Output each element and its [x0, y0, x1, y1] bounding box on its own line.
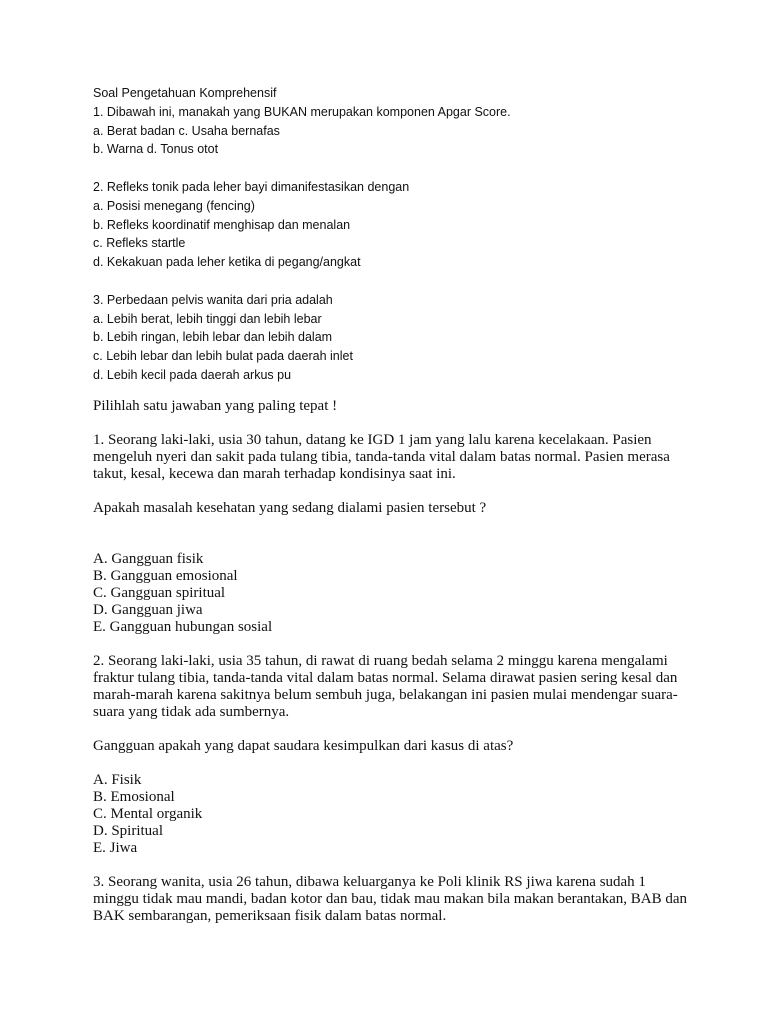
case-2-text: 2. Seorang laki-laki, usia 35 tahun, di rawat di ruang bedah selama 2 minggu karena mengalami fraktur tulang tibia, tanda-tanda vital dalam batas normal. Selama dirawat pasien sering kesal dan marah-marah karena sakitnya belum sembuh juga, belakangan ini pasien mulai mendengar suara-suara yang tidak ada sumbernya.: [93, 652, 678, 720]
answer-option: B. Gangguan emosional: [93, 567, 238, 584]
answer-option: D. Spiritual: [93, 822, 163, 839]
case-3-text: 3. Seorang wanita, usia 26 tahun, dibawa keluarganya ke Poli klinik RS jiwa karena sudah 1 minggu tidak mau mandi, badan kotor dan bau, tidak mau makan bila makan berantakan, BAB dan BAK sembarangan, pemeriksaan fisik dalam batas normal.: [93, 873, 688, 924]
option-line: b. Warna d. Tonus otot: [93, 142, 219, 157]
answer-option: D. Gangguan jiwa: [93, 601, 203, 618]
case-1-options: [93, 551, 693, 636]
question-3: 3. Perbedaan pelvis wanita dari pria adalah: [93, 292, 333, 307]
answer-option: E. Gangguan hubungan sosial: [93, 618, 273, 635]
option-line: b. Refleks koordinatif menghisap dan menalan: [93, 217, 351, 232]
section-title: Soal Pengetahuan Komprehensif: [93, 86, 277, 100]
option-line: d. Lebih kecil pada daerah arkus pu: [93, 367, 292, 382]
option-line: d. Kekakuan pada leher ketika di pegang/angkat: [93, 255, 361, 270]
option-line: c. Lebih lebar dan lebih bulat pada daerah inlet: [93, 349, 353, 364]
instruction-text: Pilihlah satu jawaban yang paling tepat !: [93, 397, 338, 414]
option-line: b. Lebih ringan, lebih lebar dan lebih dalam: [93, 330, 333, 345]
document-page: [93, 84, 693, 925]
case-2-options: [93, 772, 693, 857]
option-line: a. Lebih berat, lebih tinggi dan lebih lebar: [93, 311, 322, 326]
case-section: [93, 398, 693, 925]
case-1-text: 1. Seorang laki-laki, usia 30 tahun, datang ke IGD 1 jam yang lalu karena kecelakaan. Pasien mengeluh nyeri dan sakit pada tulang tibia, tanda-tanda vital dalam batas normal. Pasien merasa takut, kesal, kecewa dan marah terhadap kondisinya saat ini.: [93, 431, 670, 482]
knowledge-section: [93, 84, 693, 385]
option-line: c. Refleks startle: [93, 236, 186, 251]
question-1: 1. Dibawah ini, manakah yang BUKAN merupakan komponen Apgar Score.: [93, 104, 511, 119]
case-2-question: Gangguan apakah yang dapat saudara kesimpulkan dari kasus di atas?: [93, 737, 514, 754]
option-line: a. Posisi menegang (fencing): [93, 198, 255, 213]
question-2: 2. Refleks tonik pada leher bayi dimanifestasikan dengan: [93, 179, 410, 194]
answer-option: E. Jiwa: [93, 839, 138, 856]
case-1-question: Apakah masalah kesehatan yang sedang dialami pasien tersebut ?: [93, 499, 487, 516]
answer-option: B. Emosional: [93, 788, 175, 805]
answer-option: A. Fisik: [93, 771, 142, 788]
answer-option: C. Gangguan spiritual: [93, 584, 226, 601]
option-line: a. Berat badan c. Usaha bernafas: [93, 123, 280, 138]
answer-option: C. Mental organik: [93, 805, 203, 822]
answer-option: A. Gangguan fisik: [93, 550, 204, 567]
